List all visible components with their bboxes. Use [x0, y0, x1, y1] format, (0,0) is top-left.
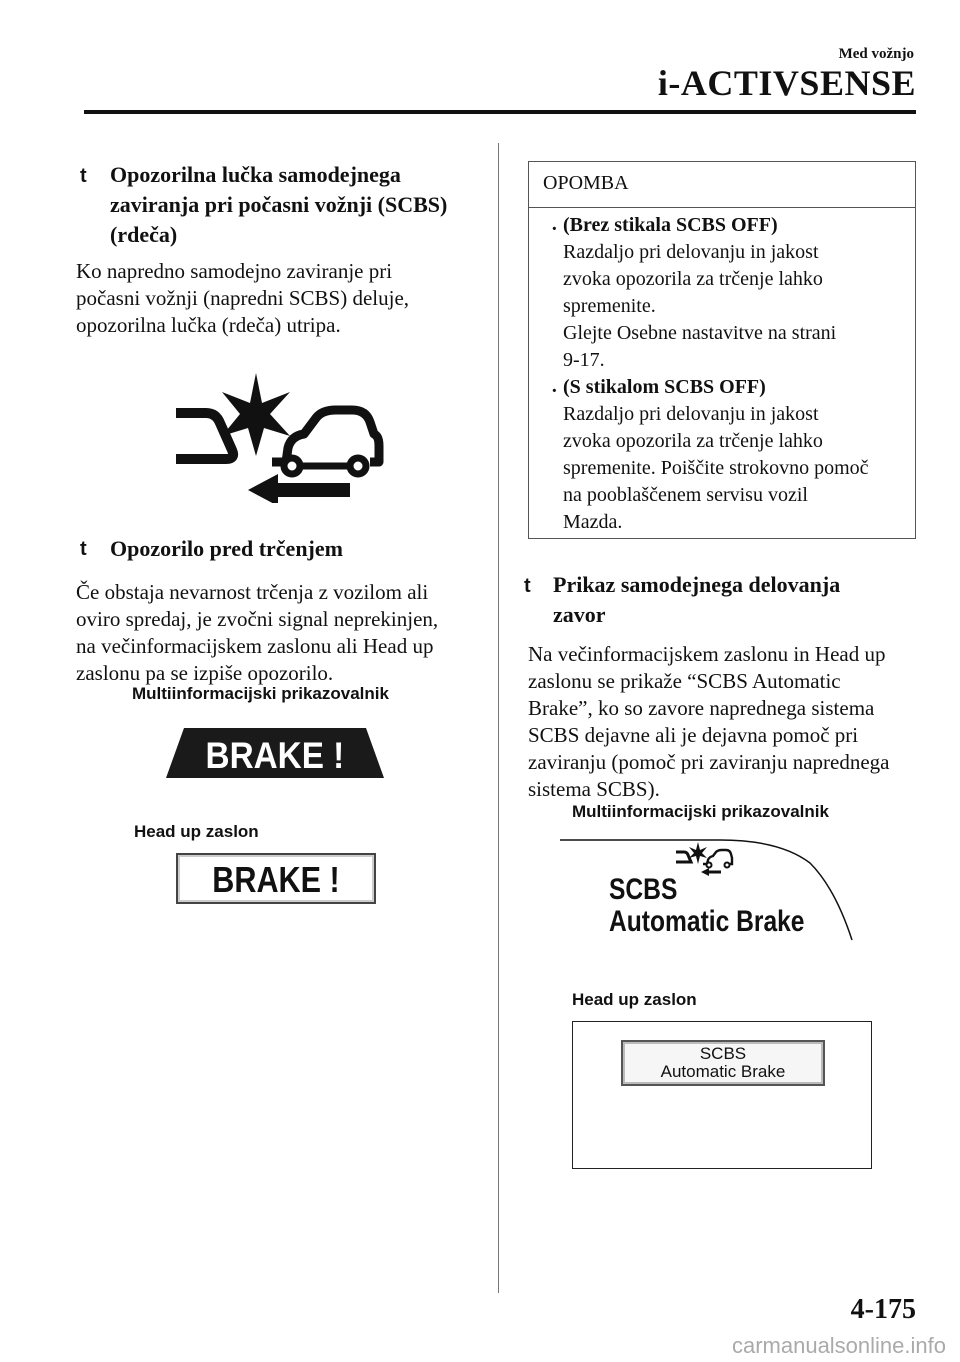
hud-scbs-text: SCBS Automatic Brake [660, 1044, 786, 1081]
paragraph-collision-warning: Če obstaja nevarnost trčenja z vozilom ali oviro spredaj, je zvočni signal neprekinjen, na večinformacijskem zaslonu ali Head up zaslonu pa se izpiše opozorilo. [76, 580, 439, 685]
paragraph-scbs-light: Ko napredno samodejno zaviranje pri počasni vožnji (napredni SCBS) deluje, opozorilna lučka (rdeča) utripa. [76, 259, 410, 337]
hud-frame [572, 1021, 872, 1169]
column-divider [498, 143, 499, 1293]
hud-scbs-box [621, 1040, 825, 1086]
page-number: 4-175 [850, 1294, 916, 1325]
watermark: carmanualsonline.info [731, 1333, 946, 1358]
scbs-small-icon [674, 840, 734, 876]
section-bullet: t [80, 538, 87, 560]
note-bullet: · [551, 218, 558, 240]
mid-display-text: SCBS Automatic Brake [609, 873, 805, 938]
note-rule [529, 207, 915, 208]
note-box [528, 161, 916, 539]
caption-head-up-display: Head up zaslon [134, 822, 259, 841]
note-bullet: · [551, 380, 558, 402]
heading-scbs-warning-light: Opozorilna lučka samodejnega zaviranja pri počasni vožnji (SCBS) (rdeča) [110, 162, 448, 247]
caption-multi-info-display: Multiinformacijski prikazovalnik [132, 684, 389, 703]
brake-warning-banner [166, 728, 384, 780]
note-item-1: (Brez stikala SCBS OFF) Razdaljo pri delovanju in jakost zvoka opozorila za trčenje lahko spremenite. Glejte Osebne nastavitve na strani 9-17. [563, 214, 837, 371]
note-item-2: (S stikalom SCBS OFF) Razdaljo pri delovanju in jakost zvoka opozorila za trčenje lahko spremenite. Poiščite strokovno pomoč na pooblaščenem servisu vozil Mazda. [563, 376, 869, 533]
header-rule [84, 110, 916, 114]
chapter-title: i-ACTIVSENSE [657, 63, 916, 103]
heading-auto-brake-display: Prikaz samodejnega delovanja zavor [553, 572, 841, 627]
scbs-warning-light-icon [170, 368, 385, 503]
paragraph-auto-brake: Na večinformacijskem zaslonu in Head up zaslonu se prikaže “SCBS Automatic Brake”, ko so zavore naprednega sistema SCBS dejavne ali je dejavna pomoč pri zaviranju (pomoč pri zaviranju naprednega sistema SCBS). [528, 642, 890, 801]
hud-brake-text: BRAKE ! [212, 859, 340, 900]
caption-head-up-display: Head up zaslon [572, 990, 697, 1009]
section-bullet: t [524, 575, 531, 597]
brake-banner-text: BRAKE ! [205, 735, 345, 777]
caption-multi-info-display: Multiinformacijski prikazovalnik [572, 802, 829, 821]
heading-collision-warning: Opozorilo pred trčenjem [110, 536, 343, 561]
note-title: OPOMBA [543, 172, 629, 194]
section-bullet: t [80, 165, 87, 187]
section-label: Med vožnjo [838, 46, 914, 62]
hud-brake-box [176, 853, 376, 904]
